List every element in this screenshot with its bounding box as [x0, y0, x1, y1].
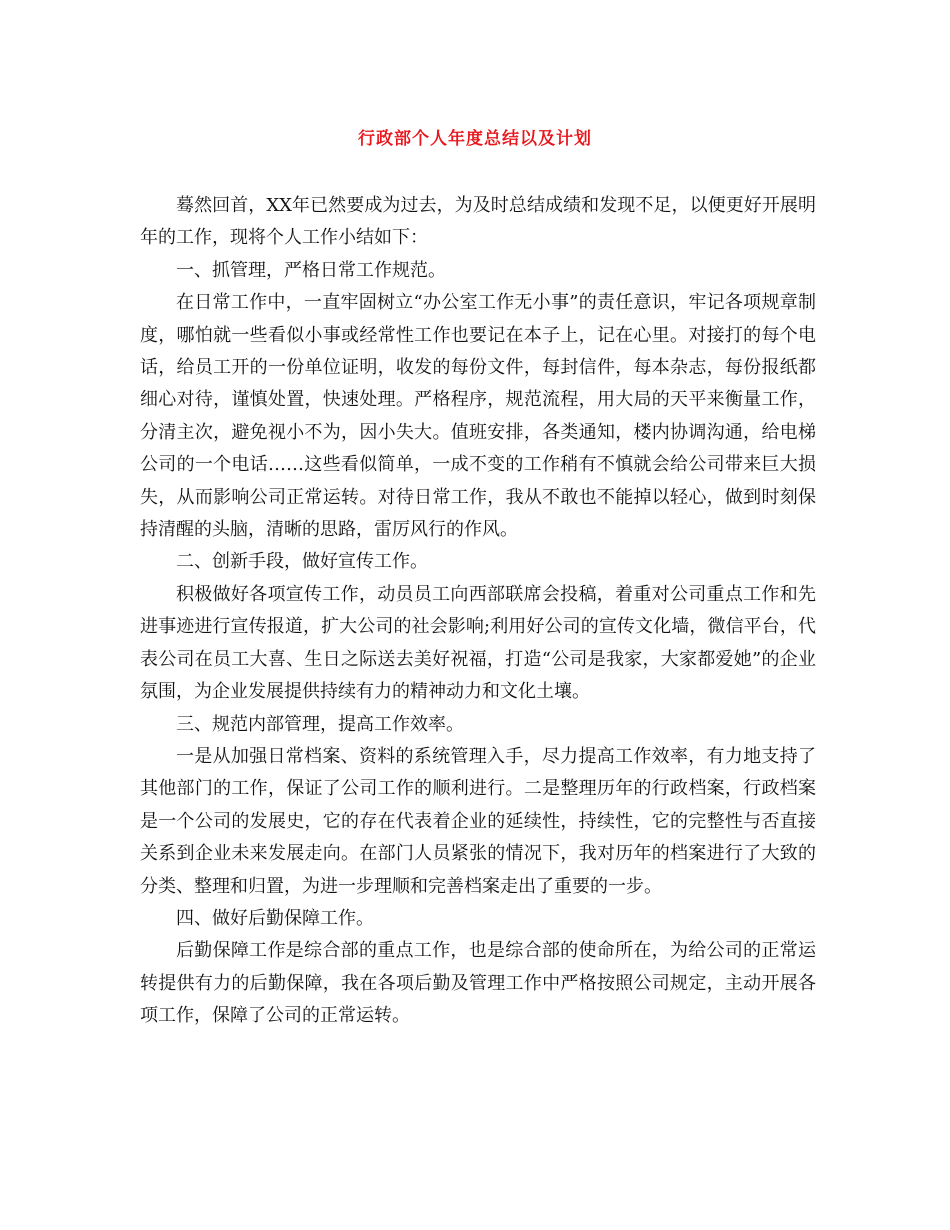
paragraph-intro: 蓦然回首，XX年已然要成为过去，为及时总结成绩和发现不足，以便更好开展明年的工作，现将个人工作小结如下：	[140, 195, 816, 249]
section-heading-2: 二、创新手段，做好宣传工作。	[176, 551, 428, 573]
section-heading-4: 四、做好后勤保障工作。	[176, 907, 374, 929]
section-heading-1: 一、抓管理，严格日常工作规范。	[176, 259, 446, 281]
paragraph-section-4: 后勤保障工作是综合部的重点工作，也是综合部的使命所在，为给公司的正常运转提供有力的后勤保障，我在各项后勤及管理工作中严格按照公司规定，主动开展各项工作，保障了公司的正常运转。	[140, 940, 816, 1027]
section-heading-3: 三、规范内部管理，提高工作效率。	[176, 713, 464, 735]
document-title: 行政部个人年度总结以及计划	[358, 129, 592, 149]
paragraph-section-1: 在日常工作中，一直牢固树立“办公室工作无小事”的责任意识，牢记各项规章制度，哪怕就一些看似小事或经常性工作也要记在本子上，记在心里。对接打的每个电话，给员工开的一份单位证明，收发的每份文件，每封信件，每本杂志，每份报纸都细心对待，谨慎处置，快速处理。严格程序，规范流程，用大局的天平来衡量工作，分清主次，避免视小不为，因小失大。值班安排，各类通知，楼内协调沟通，给电梯公司的一个电话……这些看似简单，一成不变的工作稍有不慎就会给公司带来巨大损失，从而影响公司正常运转。对待日常工作，我从不敢也不能掉以轻心，做到时刻保持清醒的头脑，清晰的思路，雷厉风行的作风。	[140, 292, 816, 541]
document-body	[140, 190, 816, 1033]
paragraph-section-2: 积极做好各项宣传工作，动员员工向西部联席会投稿，着重对公司重点工作和先进事迹进行宣传报道，扩大公司的社会影响;利用好公司的宣传文化墙，微信平台，代表公司在员工大喜、生日之际送去美好祝福，打造“公司是我家，大家都爱她”的企业氛围，为企业发展提供持续有力的精神动力和文化土壤。	[140, 583, 816, 703]
paragraph-section-3: 一是从加强日常档案、资料的系统管理入手，尽力提高工作效率，有力地支持了其他部门的工作，保证了公司工作的顺利进行。二是整理历年的行政档案，行政档案是一个公司的发展史，它的存在代表着企业的延续性，持续性，它的完整性与否直接关系到企业未来发展走向。在部门人员紧张的情况下，我对历年的档案进行了大致的分类、整理和归置，为进一步理顺和完善档案走出了重要的一步。	[140, 745, 816, 897]
